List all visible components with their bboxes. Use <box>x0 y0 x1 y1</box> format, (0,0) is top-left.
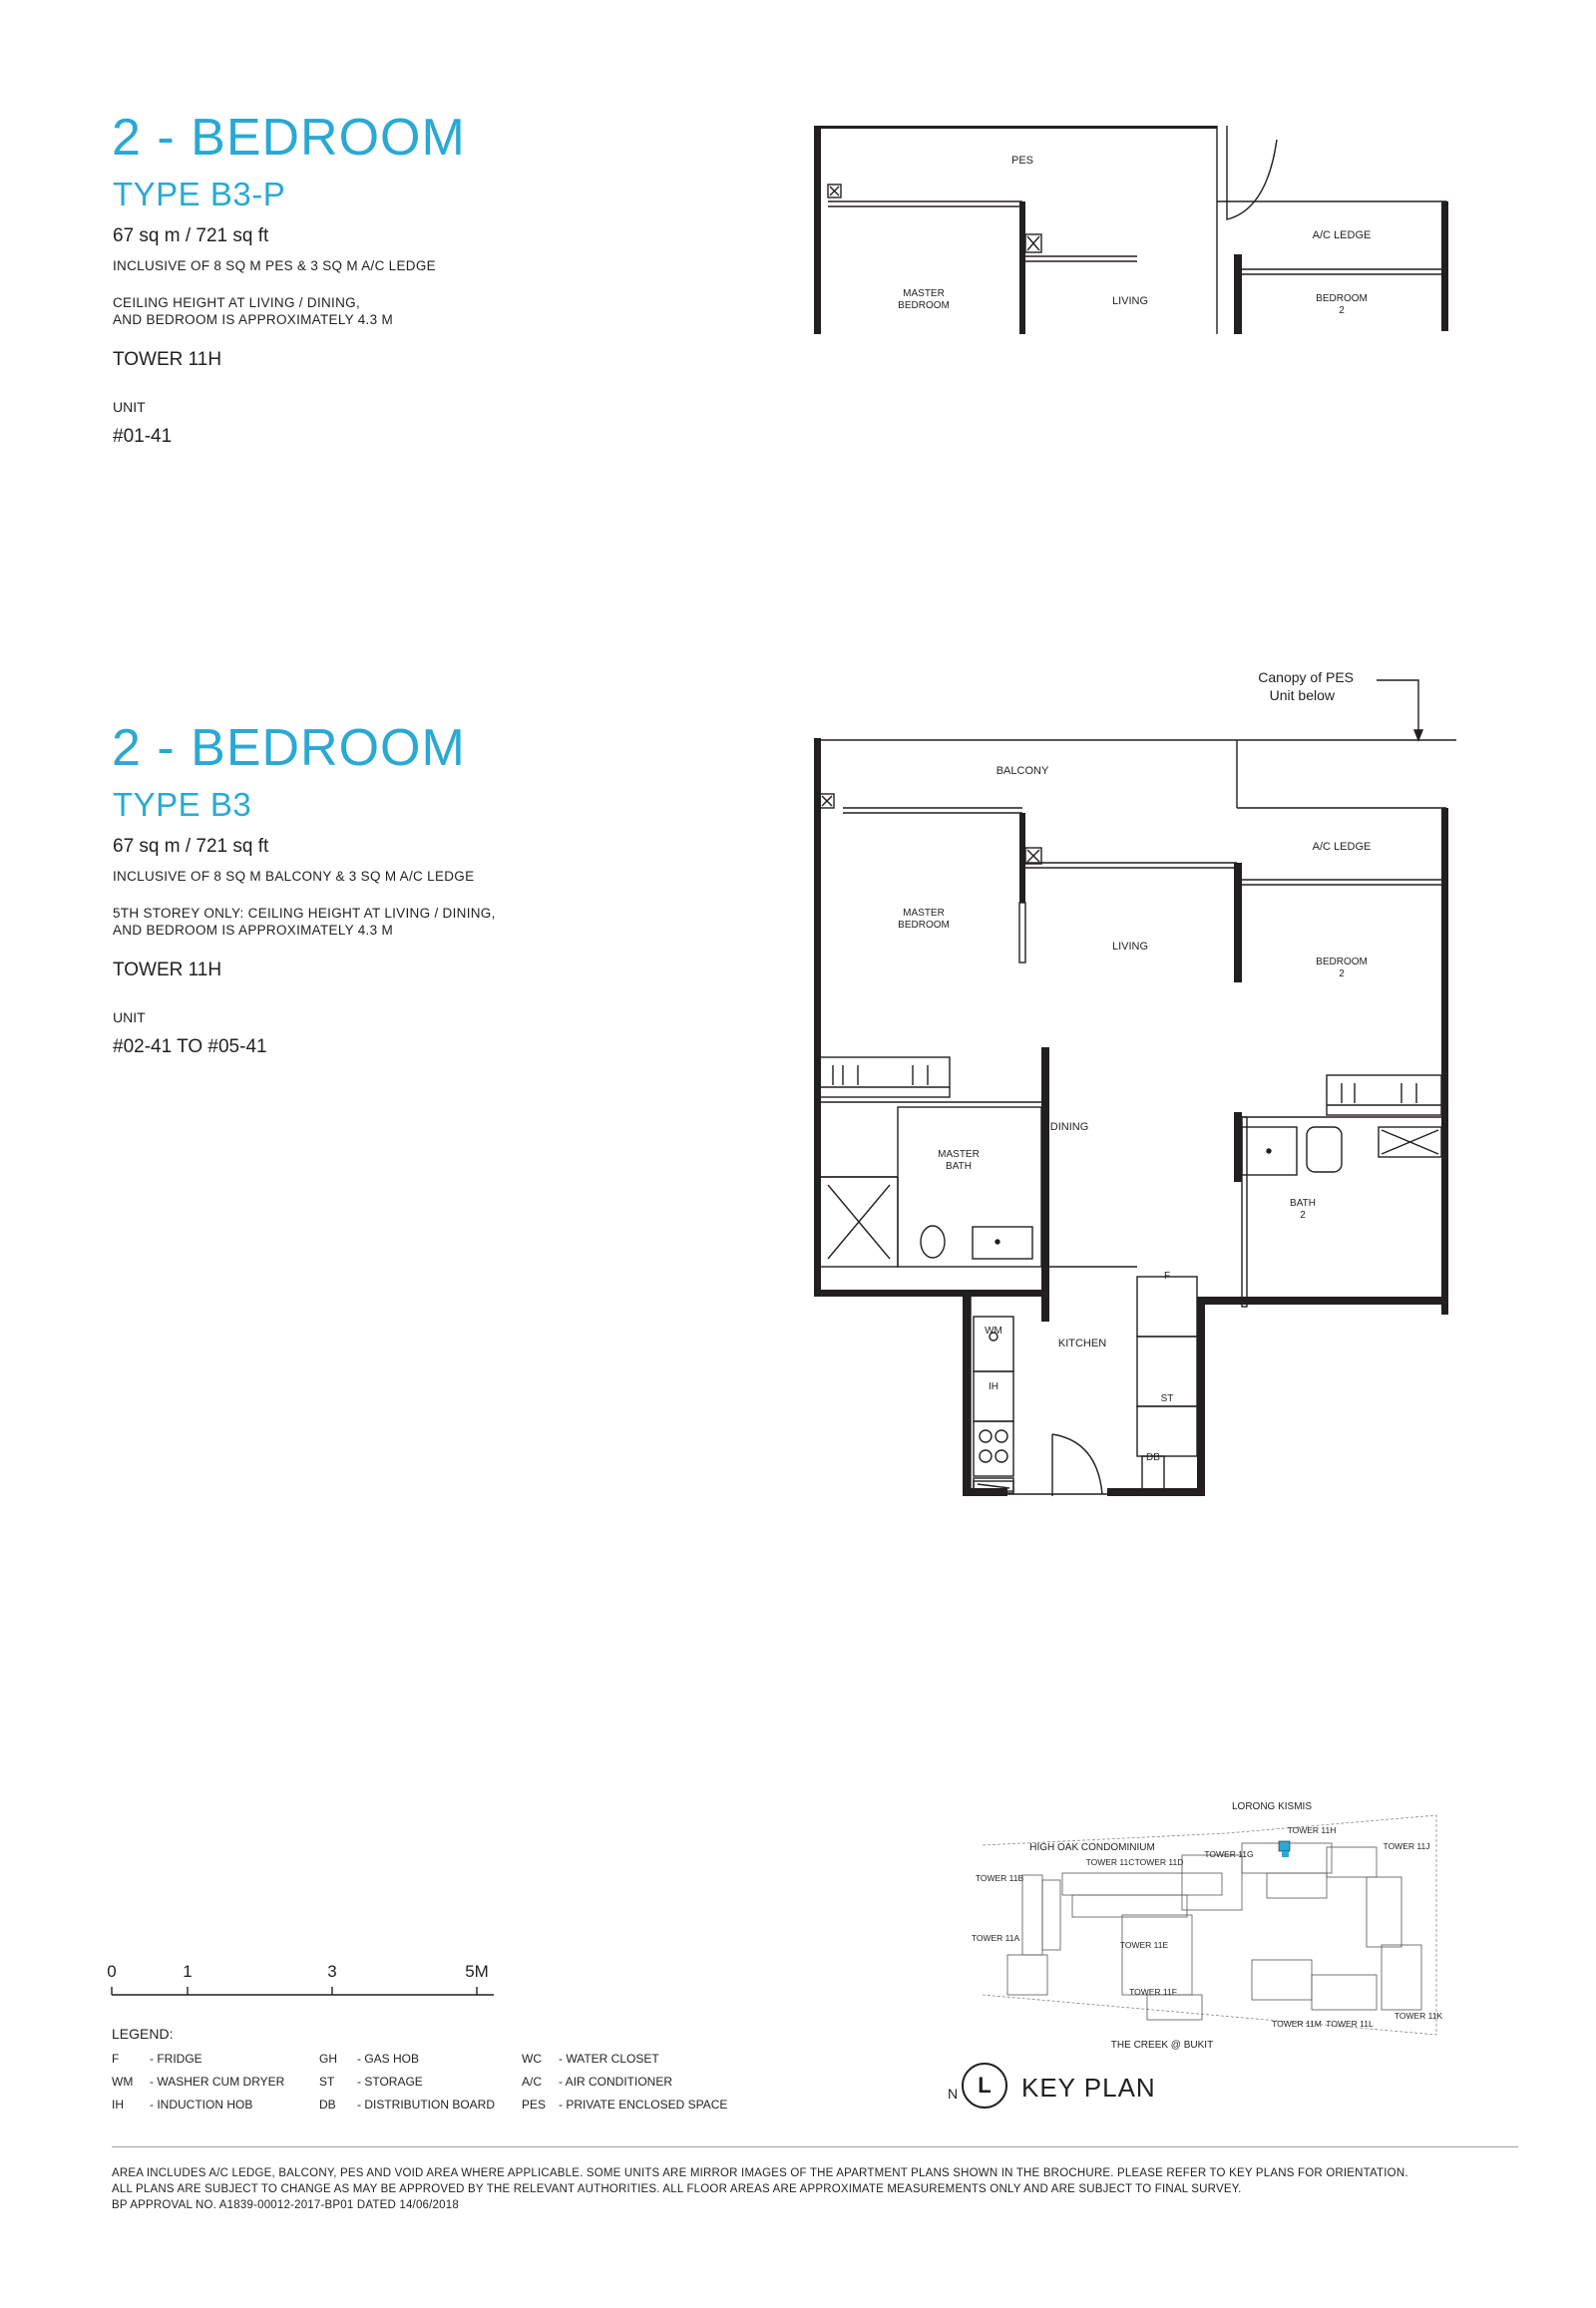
plan-b-label-st: ST <box>1160 1393 1174 1404</box>
legend-code-wc: WC <box>522 2052 542 2066</box>
section-b-title: 2 - BEDROOM <box>112 719 466 777</box>
scale-tick-5m: 5M <box>465 1962 489 1981</box>
plan-a-label-living: LIVING <box>1111 295 1149 307</box>
key-plan-tower-11e: TOWER 11E <box>1119 1940 1169 1950</box>
plan-a-label-bedroom2-1: BEDROOM <box>1316 293 1368 304</box>
legend-desc-wc: - WATER CLOSET <box>559 2052 659 2066</box>
section-b-type: TYPE B3 <box>113 786 252 823</box>
legend-code-ac: A/C <box>522 2075 543 2089</box>
scale-tick-0: 0 <box>107 1962 117 1981</box>
legend-desc-f: - FRIDGE <box>150 2052 202 2066</box>
canopy-label-1: Canopy of PES <box>1258 669 1354 685</box>
legend-desc-pes: - PRIVATE ENCLOSED SPACE <box>559 2098 728 2112</box>
footer-line-1: AREA INCLUDES A/C LEDGE, BALCONY, PES AND VOID AREA WHERE APPLICABLE. SOME UNITS ARE MIRROR IMAGES OF THE APARTMENT PLANS SHOWN IN THE BROCHURE. PLEASE REFER TO KEY PLANS FOR ORIENTATION. <box>112 2167 1408 2179</box>
legend-code-gh: GH <box>319 2052 337 2066</box>
section-a-title: 2 - BEDROOM <box>112 109 466 167</box>
plan-b-label-dining: DINING <box>1049 1121 1089 1133</box>
key-plan-highlight-unit-b <box>1282 1851 1289 1857</box>
compass-letter: L <box>978 2073 992 2098</box>
key-plan-tower-11b: TOWER 11B <box>975 1873 1024 1883</box>
plan-b-label-bedroom2-2: 2 <box>1339 968 1345 979</box>
legend-code-pes: PES <box>522 2098 547 2112</box>
legend-desc-st: - STORAGE <box>357 2075 423 2089</box>
key-plan-tower-11f: TOWER 11F <box>1129 1987 1177 1997</box>
section-b-ceiling-2: AND BEDROOM IS APPROXIMATELY 4.3 M <box>113 923 394 938</box>
canopy-label-2: Unit below <box>1269 687 1335 703</box>
legend-desc-wm: - WASHER CUM DRYER <box>150 2075 285 2089</box>
plan-b-label-master-bedroom-2: BEDROOM <box>898 920 950 931</box>
section-a-ceiling-1: CEILING HEIGHT AT LIVING / DINING, <box>113 295 360 310</box>
footer-line-2: ALL PLANS ARE SUBJECT TO CHANGE AS MAY BE APPROVED BY THE RELEVANT AUTHORITIES. ALL FLOOR AREAS ARE APPROXIMATE MEASUREMENTS ONLY AND ARE SUBJECT TO FINAL SURVEY. <box>112 2183 1242 2195</box>
legend-desc-ih: - INDUCTION HOB <box>150 2098 253 2112</box>
legend-desc-gh: - GAS HOB <box>357 2052 420 2066</box>
section-b-area: 67 sq m / 721 sq ft <box>113 836 269 857</box>
section-b-tower: TOWER 11H <box>113 960 222 980</box>
section-a-tower: TOWER 11H <box>113 349 222 370</box>
section-b-inclusive: INCLUSIVE OF 8 SQ M BALCONY & 3 SQ M A/C LEDGE <box>113 869 475 884</box>
scale-tick-1: 1 <box>183 1962 193 1981</box>
plan-b-label-kitchen: KITCHEN <box>1057 1338 1107 1349</box>
section-a-unit-label: UNIT <box>113 399 146 415</box>
plan-b-label-ac-ledge: A/C LEDGE <box>1312 841 1372 853</box>
legend-desc-db: - DISTRIBUTION BOARD <box>357 2098 496 2112</box>
scale-bar <box>100 1955 519 2015</box>
section-a-ceiling-2: AND BEDROOM IS APPROXIMATELY 4.3 M <box>113 312 394 327</box>
section-a-inclusive: INCLUSIVE OF 8 SQ M PES & 3 SQ M A/C LEDGE <box>113 258 436 273</box>
plan-b-label-living: LIVING <box>1111 941 1149 953</box>
key-plan-tower-11m: TOWER 11M <box>1272 2019 1322 2029</box>
plan-a-label-bedroom2-2: 2 <box>1339 305 1345 316</box>
legend-code-f: F <box>112 2052 120 2066</box>
footer-line-3: BP APPROVAL NO. A1839-00012-2017-BP01 DATED 14/06/2018 <box>112 2199 459 2211</box>
legend-code-ih: IH <box>112 2098 124 2112</box>
plan-a-label-master-bedroom-1: MASTER <box>903 288 945 299</box>
footer-divider <box>112 2146 1518 2147</box>
scale-tick-3: 3 <box>327 1962 337 1981</box>
legend-code-wm: WM <box>112 2075 134 2089</box>
legend-code-st: ST <box>319 2075 335 2089</box>
legend-desc-ac: - AIR CONDITIONER <box>559 2075 673 2089</box>
section-a-area: 67 sq m / 721 sq ft <box>113 225 269 246</box>
section-b-ceiling-1: 5TH STOREY ONLY: CEILING HEIGHT AT LIVING / DINING, <box>113 906 496 921</box>
key-plan-tower-11l: TOWER 11L <box>1326 2019 1374 2029</box>
plan-b-label-wm: WM <box>985 1326 1002 1337</box>
key-plan-lorong: LORONG KISMIS <box>1231 1801 1313 1812</box>
compass-icon <box>960 2061 1009 2111</box>
plan-a-label-pes: PES <box>1010 155 1034 167</box>
key-plan-tower-11c: TOWER 11C <box>1085 1857 1135 1867</box>
section-b-unit-label: UNIT <box>113 1009 146 1025</box>
key-plan-title: KEY PLAN <box>1021 2073 1156 2103</box>
key-plan-highlight-unit <box>1279 1841 1290 1851</box>
plan-b-label-bath2-2: 2 <box>1300 1210 1306 1221</box>
key-plan-tower-11g: TOWER 11G <box>1204 1849 1254 1859</box>
key-plan-map <box>968 1785 1476 2075</box>
key-plan-creek: THE CREEK @ BUKIT <box>1110 2040 1214 2051</box>
plan-a-label-ac-ledge: A/C LEDGE <box>1312 229 1372 241</box>
section-a-type: TYPE B3-P <box>113 176 286 212</box>
legend-code-db: DB <box>319 2098 336 2112</box>
plan-b-label-bath2-1: BATH <box>1290 1198 1316 1209</box>
key-plan-high-oak: HIGH OAK CONDOMINIUM <box>1029 1842 1155 1853</box>
plan-b-label-ih: IH <box>989 1381 998 1392</box>
compass-north-label: N <box>948 2086 959 2102</box>
section-b-unit-value: #02-41 TO #05-41 <box>113 1036 267 1057</box>
plan-b-label-master-bath-1: MASTER <box>938 1149 980 1160</box>
floor-plan-type-b3-p <box>798 110 1456 334</box>
plan-b-label-master-bath-2: BATH <box>946 1161 972 1172</box>
key-plan-tower-11k: TOWER 11K <box>1394 2011 1443 2021</box>
key-plan-tower-11h: TOWER 11H <box>1287 1825 1337 1835</box>
legend-title: LEGEND: <box>112 2026 174 2042</box>
key-plan-tower-11j: TOWER 11J <box>1383 1841 1430 1851</box>
floor-plan-type-b3 <box>798 658 1496 1496</box>
section-a-unit-value: #01-41 <box>113 426 173 447</box>
plan-b-label-db: DB <box>1146 1452 1160 1463</box>
plan-a-label-master-bedroom-2: BEDROOM <box>898 300 950 311</box>
plan-b-label-master-bedroom-1: MASTER <box>903 908 945 919</box>
key-plan-tower-11a: TOWER 11A <box>971 1933 1020 1943</box>
plan-b-label-bedroom2-1: BEDROOM <box>1316 957 1368 967</box>
plan-b-label-f: F <box>1163 1271 1171 1282</box>
key-plan-tower-11d: TOWER 11D <box>1134 1857 1184 1867</box>
plan-b-label-balcony: BALCONY <box>996 765 1049 777</box>
